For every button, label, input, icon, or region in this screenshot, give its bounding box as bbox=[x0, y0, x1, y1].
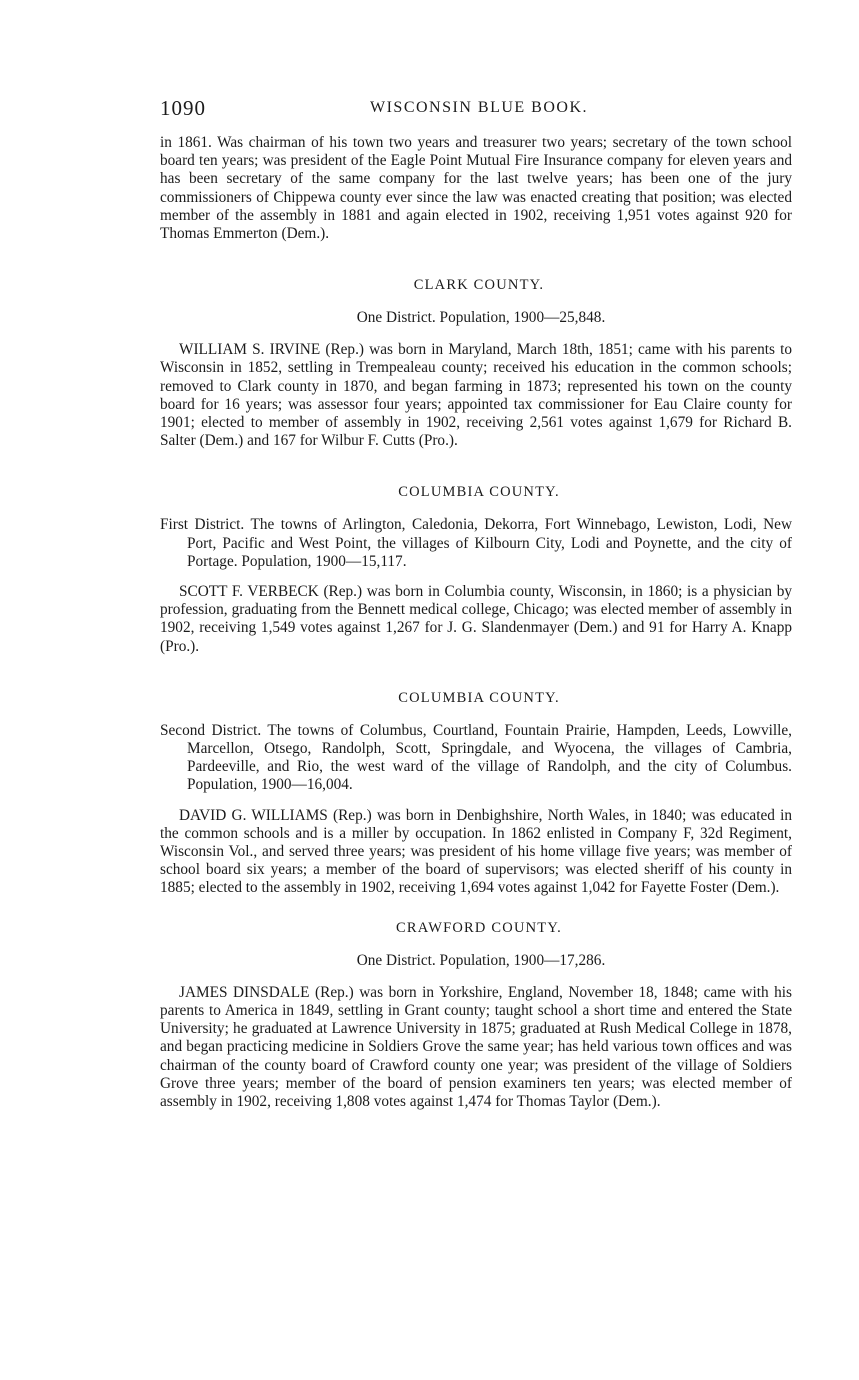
biography-irvine: WILLIAM S. IRVINE (Rep.) was born in Maryland, March 18th, 1851; came with his parents to Wisconsin in 1852, settling in Trempealeau county; received his education in the common schools; removed to Clark county in 1870, and began farming in 1873; represented his town on the county board for 16 years; was assessor four years; appointed tax commissioner for Eau Claire county for 1901; elected to member of assembly in 1902, receiving 2,561 votes against 1,679 for Richard B. Salter (Dem.) and 167 for Wilbur F. Cutts (Pro.). bbox=[160, 341, 792, 450]
biography-dinsdale: JAMES DINSDALE (Rep.) was born in Yorkshire, England, November 18, 1848; came with his parents to America in 1849, settling in Grant county; taught school a short time and entered the State University; he graduated at Lawrence University in 1875; graduated at Rush Medical College in 1878, and began practicing medicine in Soldiers Grove the same year; has held various town offices and was chairman of the county board of Crawford county one year; was president of the village of Soldiers Grove three years; member of the board of pension examiners ten years; was elected member of assembly in 1902, receiving 1,808 votes against 1,474 for Thomas Taylor (Dem.). bbox=[160, 983, 792, 1110]
book-page bbox=[160, 96, 792, 1111]
county-heading-columbia-first: COLUMBIA COUNTY. bbox=[398, 484, 560, 501]
district-info-columbia-second: Second District. The towns of Columbus, Courtland, Fountain Prairie, Hampden, Leeds, Lowville, Marcellon, Otsego, Randolph, Scott, Springdale, and Wyocena, the villages of Cambria, Pardeeville, and Rio, the west ward of the village of Randolph, and the city of Columbus. Population, 1900—16,004. bbox=[160, 721, 792, 794]
page-number: 1090 bbox=[160, 96, 206, 120]
county-heading-columbia-second: COLUMBIA COUNTY. bbox=[398, 689, 560, 706]
running-title: WISCONSIN BLUE BOOK. bbox=[370, 99, 588, 116]
spacer bbox=[160, 795, 792, 807]
page-header bbox=[160, 96, 792, 126]
biography-verbeck: SCOTT F. VERBECK (Rep.) was born in Columbia county, Wisconsin, in 1860; is a physician by profession, graduating from the Bennett medical college, Chicago; was elected member of assembly in 1902, receiving 1,549 votes against 1,267 for J. G. Slandenmayer (Dem.) and 91 for Harry A. Knapp (Pro.). bbox=[160, 583, 792, 655]
district-info-clark: One District. Population, 1900—25,848. bbox=[356, 309, 606, 327]
district-info-crawford: One District. Population, 1900—17,286. bbox=[356, 951, 606, 969]
district-info-columbia-first: First District. The towns of Arlington, Caledonia, Dekorra, Fort Winnebago, Lewiston, Lodi, New Port, Pacific and West Point, the villages of Kilbourn City, Lodi and Poynette, and the city of Portage. Population, 1900—15,117. bbox=[160, 516, 792, 570]
biography-williams: DAVID G. WILLIAMS (Rep.) was born in Denbighshire, North Wales, in 1840; was educated in the common schools and is a miller by occupation. In 1862 enlisted in Company F, 32d Regiment, Wisconsin Vol., and served three years; was president of his home village five years; was member of school board six years; a member of the board of supervisors; was elected sheriff of his county in 1885; elected to the assembly in 1902, receiving 1,694 votes against 1,042 for Fayette Foster (Dem.). bbox=[160, 806, 792, 897]
continued-biography: in 1861. Was chairman of his town two years and treasurer two years; secretary of the town school board ten years; was president of the Eagle Point Mutual Fire Insurance company for eleven years and has been secretary of the same company for the last twelve years; has been one of the jury commissioners of Chippewa county ever since the law was enacted creating that position; was elected member of the assembly in 1881 and again elected in 1902, receiving 1,951 votes against 920 for Thomas Emmerton (Dem.). bbox=[160, 134, 792, 243]
county-heading-crawford: CRAWFORD COUNTY. bbox=[395, 919, 562, 936]
county-heading-clark: CLARK COUNTY. bbox=[413, 277, 545, 294]
spacer bbox=[160, 571, 792, 583]
